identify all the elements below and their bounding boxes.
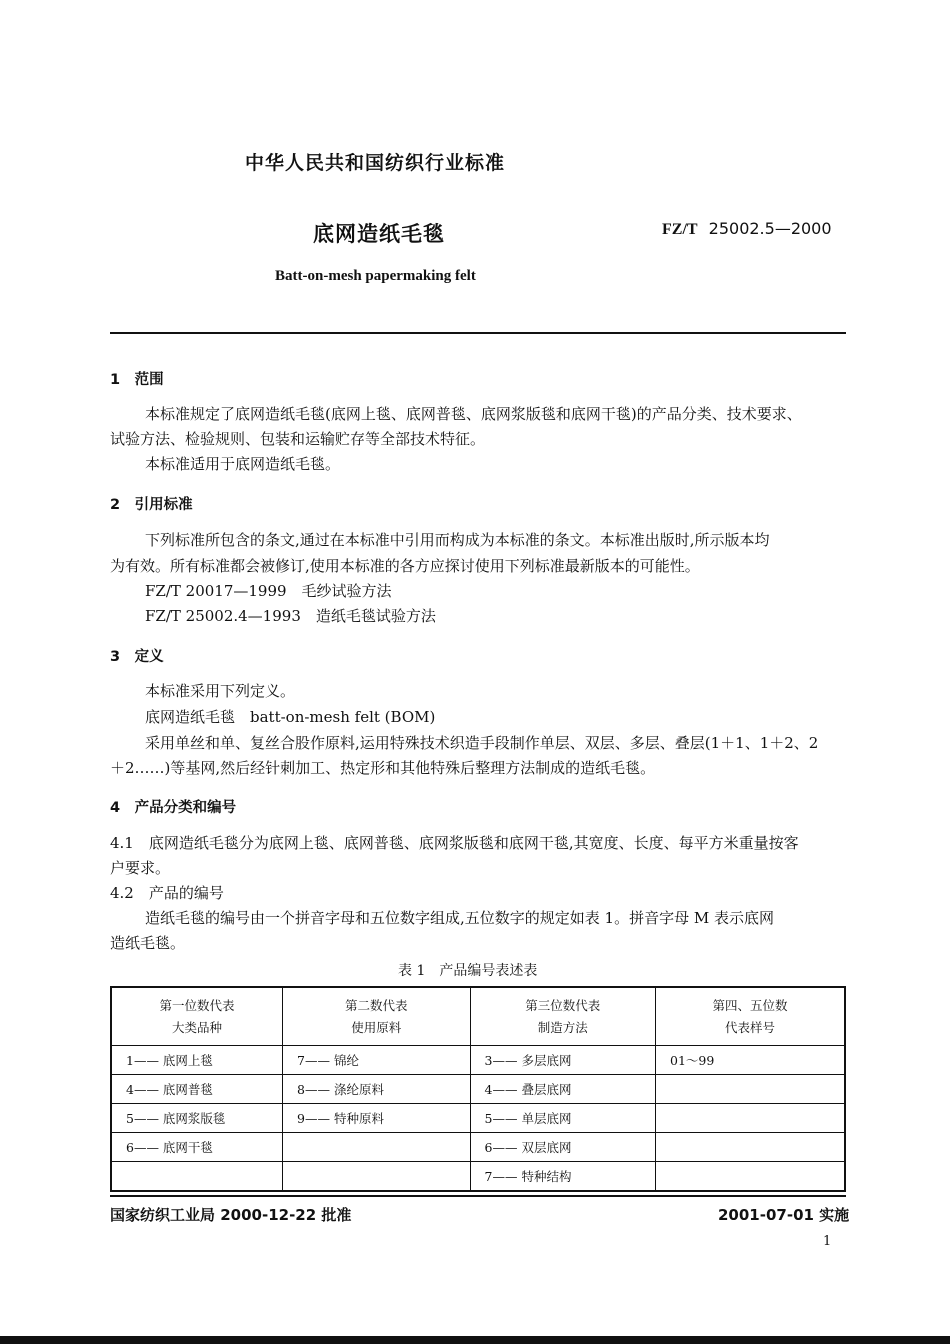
table-caption: 表 1 产品编号表述表 [398, 963, 538, 979]
table-cell: 9—— 特种原料 [283, 1104, 470, 1133]
table-header-cell: 第二数代表 使用原料 [283, 987, 470, 1046]
table-header-cell: 第三位数代表 制造方法 [470, 987, 656, 1046]
issuer-title: 中华人民共和国纺织行业标准 [245, 152, 506, 174]
table-cell [283, 1133, 470, 1162]
term-definition-line-1: 采用单丝和单、复丝合股作原料,运用特殊技术织造手段制作单层、双层、多层、叠层(1＋1、1＋2、2 [145, 734, 819, 752]
table-cell [283, 1162, 470, 1192]
clause-4-2-heading: 4.2 产品的编号 [110, 884, 224, 902]
table-header-cell: 第一位数代表 大类品种 [111, 987, 283, 1046]
section-2-para-line-1: 下列标准所包含的条文,通过在本标准中引用而构成为本标准的条文。本标准出版时,所示版本均 [145, 531, 770, 549]
table-cell: 5—— 底网浆版毯 [111, 1104, 283, 1133]
table-row [111, 1133, 845, 1162]
standard-code-prefix: FZ/T [662, 221, 698, 238]
section-1-heading: 1 范围 [110, 372, 164, 388]
section-3-heading: 3 定义 [110, 649, 164, 665]
term-definition-line-2: ＋2……)等基网,然后经针刺加工、热定形和其他特殊后整理方法制成的造纸毛毯。 [110, 759, 656, 777]
product-code-table [110, 986, 846, 1192]
table-row [111, 1046, 845, 1075]
table-cell: 5—— 单层底网 [470, 1104, 656, 1133]
table-header-cell: 第四、五位数 代表样号 [656, 987, 845, 1046]
document-title-cn: 底网造纸毛毯 [313, 222, 445, 246]
effective-date: 2001-07-01 实施 [718, 1206, 850, 1224]
reference-1: FZ/T 20017—1999 毛纱试验方法 [145, 582, 392, 600]
page-number: 1 [823, 1234, 832, 1249]
table-cell: 4—— 底网普毯 [111, 1075, 283, 1104]
approval-note: 国家纺织工业局 2000-12-22 批准 [110, 1206, 352, 1224]
clause-4-1-line-1: 4.1 底网造纸毛毯分为底网上毯、底网普毯、底网浆版毯和底网干毯,其宽度、长度、每平方米重量按客 [110, 834, 799, 852]
section-3-para-1: 本标准采用下列定义。 [145, 682, 296, 700]
table-cell: 7—— 特种结构 [470, 1162, 656, 1192]
standard-code-number: 25002.5—2000 [708, 219, 832, 238]
page-bottom-edge [0, 1336, 950, 1344]
section-1-para-1-line-2: 试验方法、检验规则、包装和运输贮存等全部技术特征。 [110, 430, 486, 448]
section-4-heading: 4 产品分类和编号 [110, 800, 237, 816]
table-cell: 7—— 锦纶 [283, 1046, 470, 1075]
document-title-en: Batt-on-mesh papermaking felt [275, 268, 476, 284]
section-2-para-line-2: 为有效。所有标准都会被修订,使用本标准的各方应探讨使用下列标准最新版本的可能性。 [110, 557, 700, 575]
table-cell [111, 1162, 283, 1192]
term-definition-title: 底网造纸毛毯 batt-on-mesh felt (BOM) [145, 708, 436, 726]
table-cell [656, 1104, 845, 1133]
table-cell: 8—— 涤纶原料 [283, 1075, 470, 1104]
section-1-para-1-line-1: 本标准规定了底网造纸毛毯(底网上毯、底网普毯、底网浆版毯和底网干毯)的产品分类、技术要求、 [145, 405, 802, 423]
table-cell: 1—— 底网上毯 [111, 1046, 283, 1075]
table-cell [656, 1075, 845, 1104]
section-2-heading: 2 引用标准 [110, 497, 193, 513]
reference-2: FZ/T 25002.4—1993 造纸毛毯试验方法 [145, 607, 436, 625]
table-cell [656, 1162, 845, 1192]
standard-code [662, 219, 832, 239]
table-row [111, 1162, 845, 1192]
table-cell [656, 1133, 845, 1162]
table-cell: 6—— 双层底网 [470, 1133, 656, 1162]
table-cell: 3—— 多层底网 [470, 1046, 656, 1075]
clause-4-2-line-1: 造纸毛毯的编号由一个拼音字母和五位数字组成,五位数字的规定如表 1。拼音字母 M 表示底网 [145, 909, 774, 927]
section-1-para-2: 本标准适用于底网造纸毛毯。 [145, 455, 341, 473]
table-row [111, 1075, 845, 1104]
table-row [111, 1104, 845, 1133]
footer-rule [110, 1195, 846, 1197]
table-cell: 01～99 [656, 1046, 845, 1075]
header-rule [110, 332, 846, 334]
clause-4-2-line-2: 造纸毛毯。 [110, 934, 186, 952]
clause-4-1-line-2: 户要求。 [110, 859, 171, 877]
table-cell: 6—— 底网干毯 [111, 1133, 283, 1162]
table-header-row [111, 987, 845, 1046]
table-cell: 4—— 叠层底网 [470, 1075, 656, 1104]
